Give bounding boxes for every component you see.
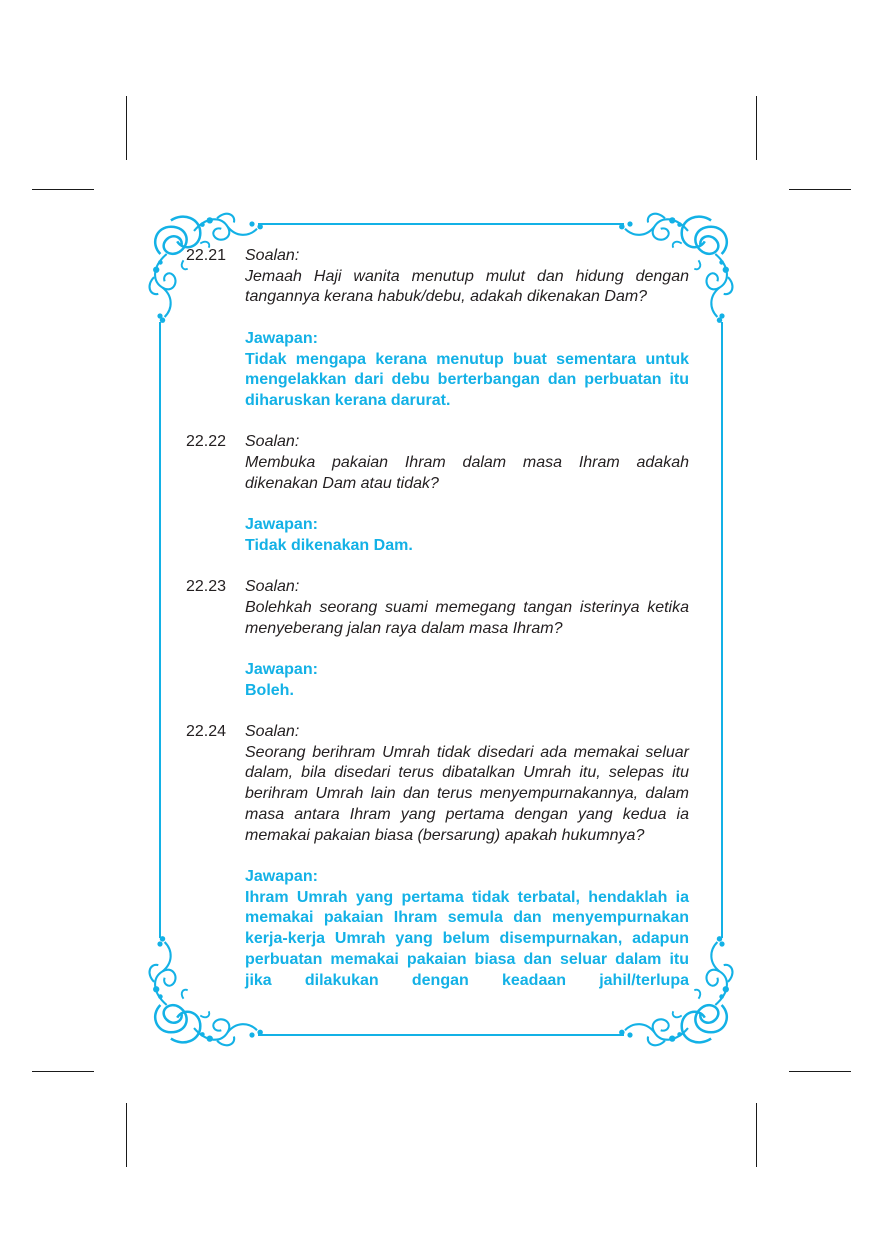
question-number: 22.22 — [186, 433, 227, 451]
question-label: Soalan: — [245, 578, 300, 596]
question-number: 22.21 — [186, 247, 227, 264]
qa-item-22-22 — [186, 432, 689, 556]
question-text: Seorang berihram Umrah tidak disedari ada memakai seluar dalam, bila disedari terus dibatalkan Umrah itu, selepas itu berihram Umrah lain dan terus menyempurnakannya, dalam masa antara Ihram yang pertama dengan yang kedua ia memakai pakaian biasa (bersarung) apakah hukumnya? — [245, 743, 689, 844]
qa-item-22-24 — [186, 722, 689, 991]
question-number: 22.24 — [186, 723, 227, 741]
question-label: Soalan: — [245, 247, 300, 264]
qa-item-22-23 — [186, 577, 689, 701]
question-text: Jemaah Haji wanita menutup mulut dan hidung dengan tangannya kerana habuk/debu, adakah dikenakan Dam? — [245, 267, 689, 306]
answer-text: Ihram Umrah yang pertama tidak terbatal, hendaklah ia memakai pakaian Ihram semula dan menyempurnakan kerja-kerja Umrah yang belum disempurnakan, adapun perbuatan memakai pakaian biasa dan seluar dalam itu jika dilakukan dengan keadaan jahil/terlupa — [245, 888, 689, 989]
qa-item-22-21 — [186, 246, 689, 412]
answer-label: Jawapan: — [245, 516, 318, 534]
answer-text: Boleh. — [245, 681, 294, 699]
answer-label: Jawapan: — [245, 867, 318, 885]
answer-label: Jawapan: — [245, 660, 318, 678]
question-text: Membuka pakaian Ihram dalam masa Ihram adakah dikenakan Dam atau tidak? — [245, 454, 689, 492]
answer-label: Jawapan: — [245, 329, 318, 347]
answer-text: Tidak dikenakan Dam. — [245, 536, 413, 554]
answer-text: Tidak mengapa kerana menutup buat sementara untuk mengelakkan dari debu berterbangan dan perbuatan itu diharuskan kerana darurat. — [245, 350, 689, 409]
question-text: Bolehkah seorang suami memegang tangan isterinya ketika menyeberang jalan raya dalam masa Ihram? — [245, 598, 689, 637]
question-number: 22.23 — [186, 578, 227, 596]
question-label: Soalan: — [245, 723, 300, 741]
question-label: Soalan: — [245, 433, 300, 451]
qa-content — [186, 246, 689, 991]
